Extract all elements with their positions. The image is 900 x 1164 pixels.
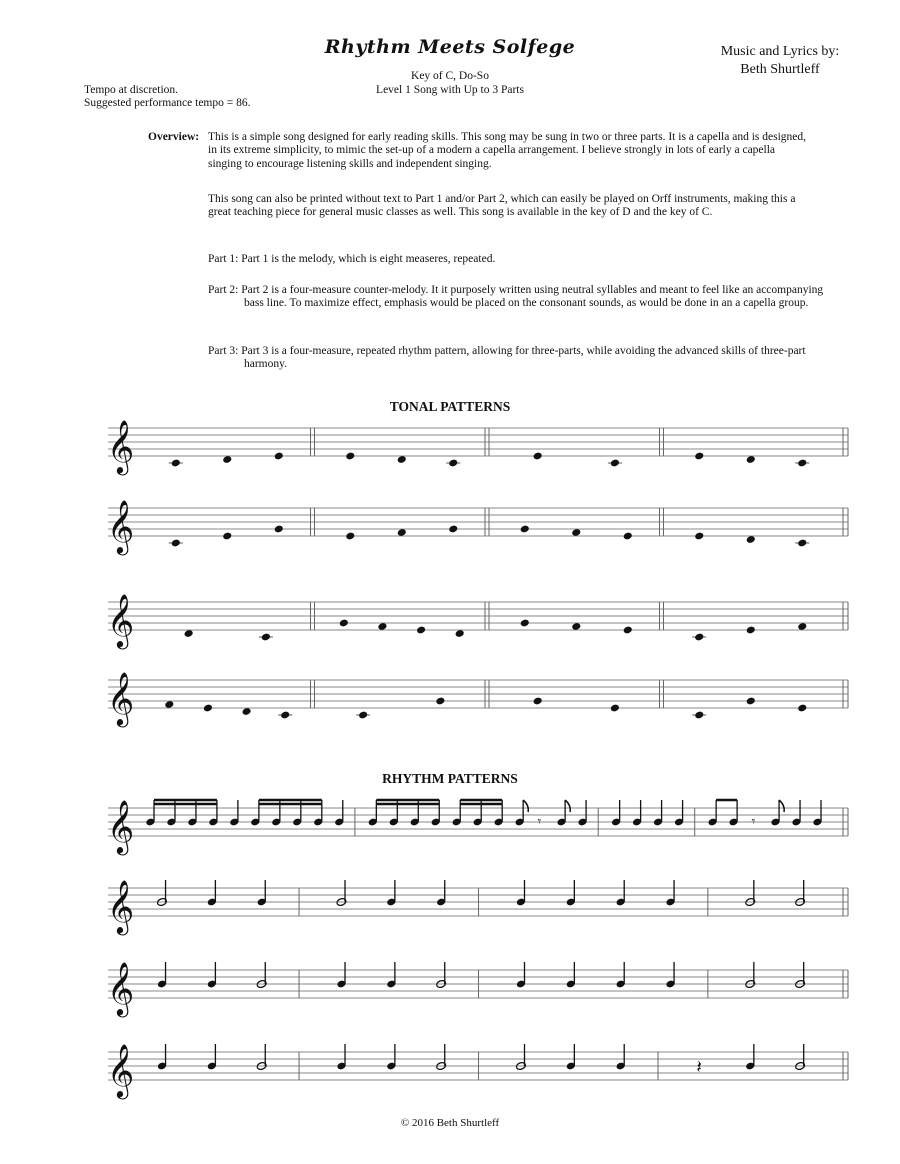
- note-C: [171, 459, 181, 468]
- note-C: [358, 711, 368, 720]
- eighth-rest: 𝄾: [751, 814, 756, 830]
- rhythm-staff-4: [0, 1044, 900, 1104]
- note-E: [533, 452, 543, 461]
- note-E: [797, 704, 807, 713]
- note-E: [610, 704, 620, 713]
- treble-clef: 𝄞: [107, 961, 135, 1015]
- treble-clef: 𝄞: [107, 671, 135, 725]
- tonal-staff-2: [0, 500, 900, 560]
- eighth-flag: [779, 800, 784, 812]
- note-C: [797, 539, 807, 548]
- composer-name: Beth Shurtleff: [740, 62, 820, 77]
- song-title: Rhythm Meets Solfege: [324, 36, 576, 58]
- treble-clef: 𝄞: [107, 499, 135, 553]
- credit-label: Music and Lyrics by:: [720, 44, 840, 59]
- note-E: [345, 452, 355, 461]
- eighth-flag: [523, 800, 528, 812]
- note-C: [261, 633, 271, 642]
- note-E: [274, 452, 284, 461]
- note-C: [694, 711, 704, 720]
- note-E: [345, 532, 355, 541]
- note-C: [280, 711, 290, 720]
- note-E: [694, 452, 704, 461]
- eighth-rest: 𝄾: [537, 814, 542, 830]
- note-G: [435, 697, 445, 706]
- note-C: [694, 633, 704, 642]
- copyright-notice: © 2016 Beth Shurtleff: [400, 1117, 500, 1129]
- treble-clef: 𝄞: [107, 419, 135, 473]
- note-G: [746, 697, 756, 706]
- note-G: [520, 525, 530, 534]
- note-G: [533, 697, 543, 706]
- treble-clef: 𝄞: [107, 799, 135, 853]
- rhythm-staff-3: [0, 962, 900, 1022]
- overview-paragraph-1: This is a simple song designed for early reading skills. This song may be sung in two or three parts. It is a capella and is designed, in its extreme simplicity, to mimic the set-up of a modern a capella arrangement. I believe strongly in lots of early a capella singing to encourage listening skills and independent singing.: [208, 131, 806, 170]
- tempo-note: Tempo at discretion.: [84, 84, 179, 96]
- treble-clef: 𝄞: [107, 1043, 135, 1097]
- note-C: [610, 459, 620, 468]
- part2-description: Part 2: Part 2 is a four-measure counter-melody. It it purposely written using neutral syllables and meant to feel like an accompanying bass line. To maximize effect, emphasis would be placed on the consonant sounds, as would be done in an a capella group.: [208, 284, 824, 310]
- tonal-patterns-heading: TONAL PATTERNS: [389, 399, 511, 414]
- note-C: [797, 459, 807, 468]
- tonal-staff-1: [0, 420, 900, 480]
- note-E: [416, 626, 426, 635]
- tempo-suggestion: Suggested performance tempo = 86.: [84, 97, 251, 109]
- treble-clef: 𝄞: [107, 879, 135, 933]
- part3-description: Part 3: Part 3 is a four-measure, repeated rhythm pattern, allowing for three-parts, while avoiding the advanced skills of three-part harmony.: [208, 345, 806, 371]
- quarter-rest: 𝄽: [696, 1057, 702, 1078]
- tonal-staff-4: [0, 672, 900, 732]
- part1-description: Part 1: Part 1 is the melody, which is eight measeres, repeated.: [208, 253, 496, 265]
- treble-clef: 𝄞: [107, 593, 135, 647]
- rhythm-staff-2: [0, 880, 900, 940]
- note-E: [694, 532, 704, 541]
- rhythm-patterns-heading: RHYTHM PATTERNS: [382, 771, 518, 786]
- note-E: [746, 626, 756, 635]
- note-G: [448, 525, 458, 534]
- note-E: [203, 704, 213, 713]
- eighth-flag: [565, 800, 570, 812]
- note-G: [339, 619, 349, 628]
- note-E: [623, 626, 633, 635]
- rhythm-staff-1: [0, 800, 900, 860]
- note-E: [623, 532, 633, 541]
- overview-label: Overview:: [148, 131, 200, 143]
- key-subtitle: Key of C, Do-So: [411, 70, 489, 82]
- overview-paragraph-2: This song can also be printed without text to Part 1 and/or Part 2, which can easily be played on Orff instruments, making this a great teaching piece for general music classes as well. This song is available in the key of D and the key of C.: [208, 193, 796, 219]
- note-C: [171, 539, 181, 548]
- note-C: [448, 459, 458, 468]
- note-G: [274, 525, 284, 534]
- note-E: [222, 532, 232, 541]
- tonal-staff-3: [0, 594, 900, 654]
- note-G: [520, 619, 530, 628]
- level-subtitle: Level 1 Song with Up to 3 Parts: [376, 84, 524, 96]
